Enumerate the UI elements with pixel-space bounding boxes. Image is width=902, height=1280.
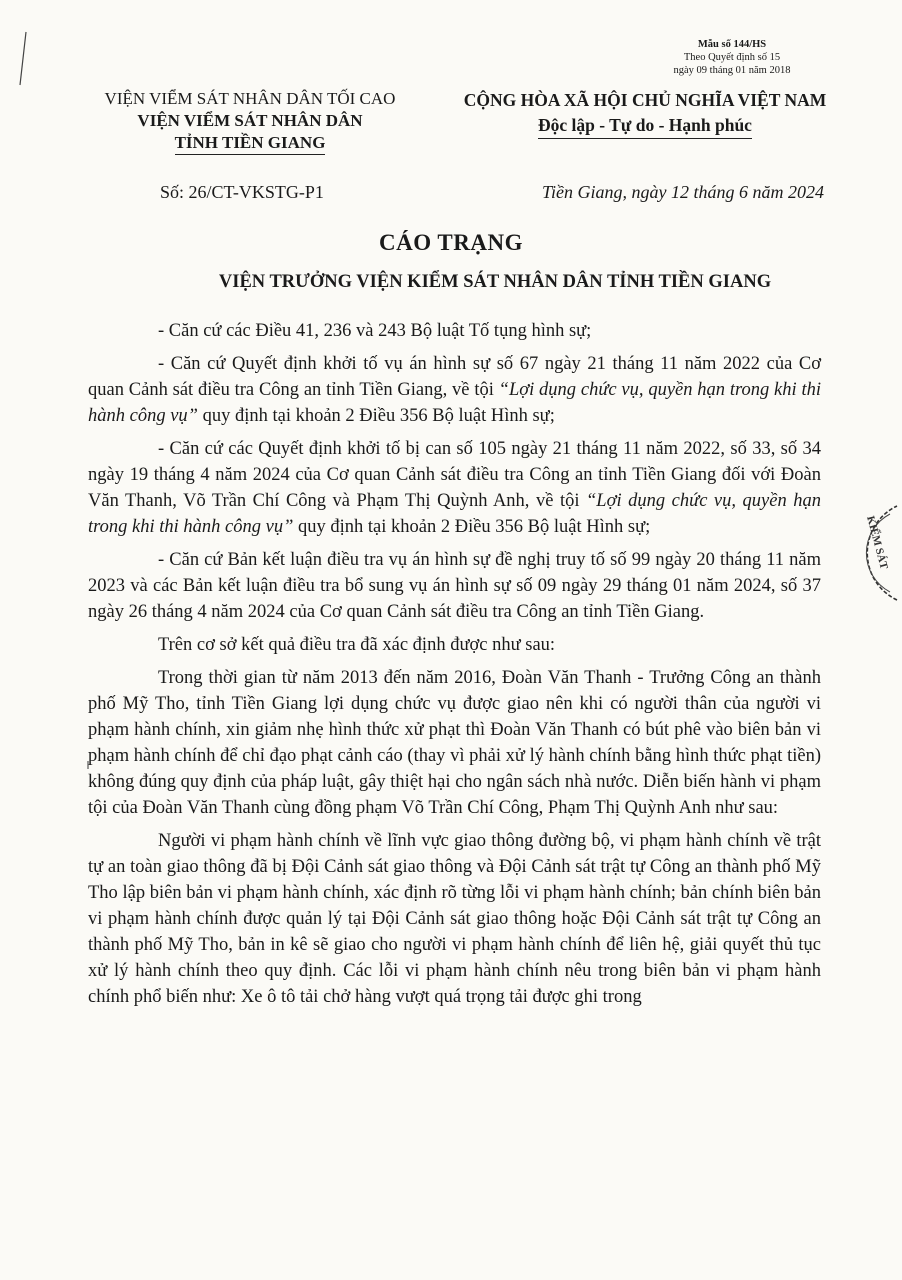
document-date: Tiền Giang, ngày 12 tháng 6 năm 2024 <box>542 182 824 202</box>
seal-stamp-fragment <box>842 500 902 610</box>
form-number: Mẫu số 144/HS <box>697 39 767 50</box>
paragraph-3 <box>88 436 821 540</box>
national-header <box>425 88 865 139</box>
paragraph-4: - Căn cứ Bản kết luận điều tra vụ án hình sự đề nghị truy tố số 99 ngày 20 tháng 11 năm 2023 và các Bản kết luận điều tra bổ sung vụ án hình sự số 09 ngày 29 tháng 01 năm 2024, số 37 ngày 26 tháng 4 năm 2024 của Cơ quan Cảnh sát điều tra Công an tỉnh Tiền Giang. <box>88 550 821 622</box>
document-number: Số: 26/CT-VKSTG-P1 <box>160 182 324 202</box>
paragraph-2-tail: quy định tại khoản 2 Điều 356 Bộ luật Hình sự; <box>197 406 555 426</box>
document-title: CÁO TRẠNG <box>378 230 523 255</box>
paragraph-3-tail: quy định tại khoản 2 Điều 356 Bộ luật Hình sự; <box>293 517 651 537</box>
seal-text: KIỂM SÁT <box>864 514 890 571</box>
paragraph-2-charge: “Lợi dụng chức vụ, quyền hạn trong khi thi hành công vụ” <box>88 380 821 426</box>
paragraph-5: Trên cơ sở kết quả điều tra đã xác định được như sau: <box>158 635 556 655</box>
authority-line3: TỈNH TIỀN GIANG <box>175 132 326 155</box>
document-subtitle: VIỆN TRƯỞNG VIỆN KIỂM SÁT NHÂN DÂN TỈNH TIỀN GIANG <box>218 272 772 292</box>
paragraph-3-charge: “Lợi dụng chức vụ, quyền hạn trong khi thi hành công vụ” <box>88 491 821 537</box>
issuing-authority <box>70 88 430 155</box>
paragraph-3-text: - Căn cứ các Quyết định khởi tố bị can số 105 ngày 21 tháng 11 năm 2022, số 33, số 34 ngày 19 tháng 4 năm 2024 của Cơ quan Cảnh sát điều tra Công an tỉnh Tiền Giang đối với Đoàn Văn Thanh, Võ Trần Chí Công và Phạm Thị Quỳnh Anh, về tội <box>88 439 821 511</box>
paragraph-2-text: - Căn cứ Quyết định khởi tố vụ án hình sự số 67 ngày 21 tháng 11 năm 2022 của Cơ quan Cảnh sát điều tra Công an tỉnh Tiền Giang, về tội <box>88 354 821 400</box>
scan-mark <box>14 30 34 90</box>
authority-line2: VIỆN VIỂM SÁT NHÂN DÂN <box>137 111 363 130</box>
authority-line1: VIỆN VIỂM SÁT NHÂN DÂN TỐI CAO <box>104 89 396 108</box>
form-note <box>652 38 812 77</box>
form-date: ngày 09 tháng 01 năm 2018 <box>673 65 791 76</box>
document-body <box>88 318 821 1017</box>
paragraph-6: Trong thời gian từ năm 2013 đến năm 2016, Đoàn Văn Thanh - Trưởng Công an thành phố Mỹ Tho, tỉnh Tiền Giang lợi dụng chức vụ được giao nên khi có người thân của người vi phạm hành chính, xin giảm nhẹ hình thức xử phạt thì Đoàn Văn Thanh có bút phê vào biên bản vi phạm hành chính để chỉ đạo phạt cảnh cáo (thay vì phải xử lý hành chính bằng hình thức phạt tiền) không đúng quy định của pháp luật, gây thiệt hại cho ngân sách nhà nước. Diễn biến hành vi phạm tội của Đoàn Văn Thanh cùng đồng phạm Võ Trần Chí Công, Phạm Thị Quỳnh Anh như sau: <box>88 668 821 818</box>
national-motto: Độc lập - Tự do - Hạnh phúc <box>538 113 752 139</box>
form-decision: Theo Quyết định số 15 <box>683 52 781 63</box>
paragraph-7: Người vi phạm hành chính về lĩnh vực giao thông đường bộ, vi phạm hành chính về trật tự an toàn giao thông đã bị Đội Cảnh sát giao thông và Đội Cảnh sát trật tự Công an thành phố Mỹ Tho lập biên bản vi phạm hành chính, xác định rõ từng lỗi vi phạm hành chính; bản chính biên bản vi phạm hành chính được quản lý tại Đội Cảnh sát giao thông hoặc Đội Cảnh sát trật tự Công an thành phố Mỹ Tho, bản in kê sẽ giao cho người vi phạm hành chính để liên hệ, giải quyết thủ tục xử lý hành chính theo quy định. Các lỗi vi phạm hành chính nêu trong biên bản vi phạm hành chính phổ biến như: Xe ô tô tải chở hàng vượt quá trọng tải được ghi trong <box>88 831 821 1007</box>
paragraph-1: - Căn cứ các Điều 41, 236 và 243 Bộ luật Tố tụng hình sự; <box>158 321 592 341</box>
national-name: CỘNG HÒA XÃ HỘI CHỦ NGHĨA VIỆT NAM <box>463 90 827 110</box>
paragraph-2 <box>88 351 821 429</box>
